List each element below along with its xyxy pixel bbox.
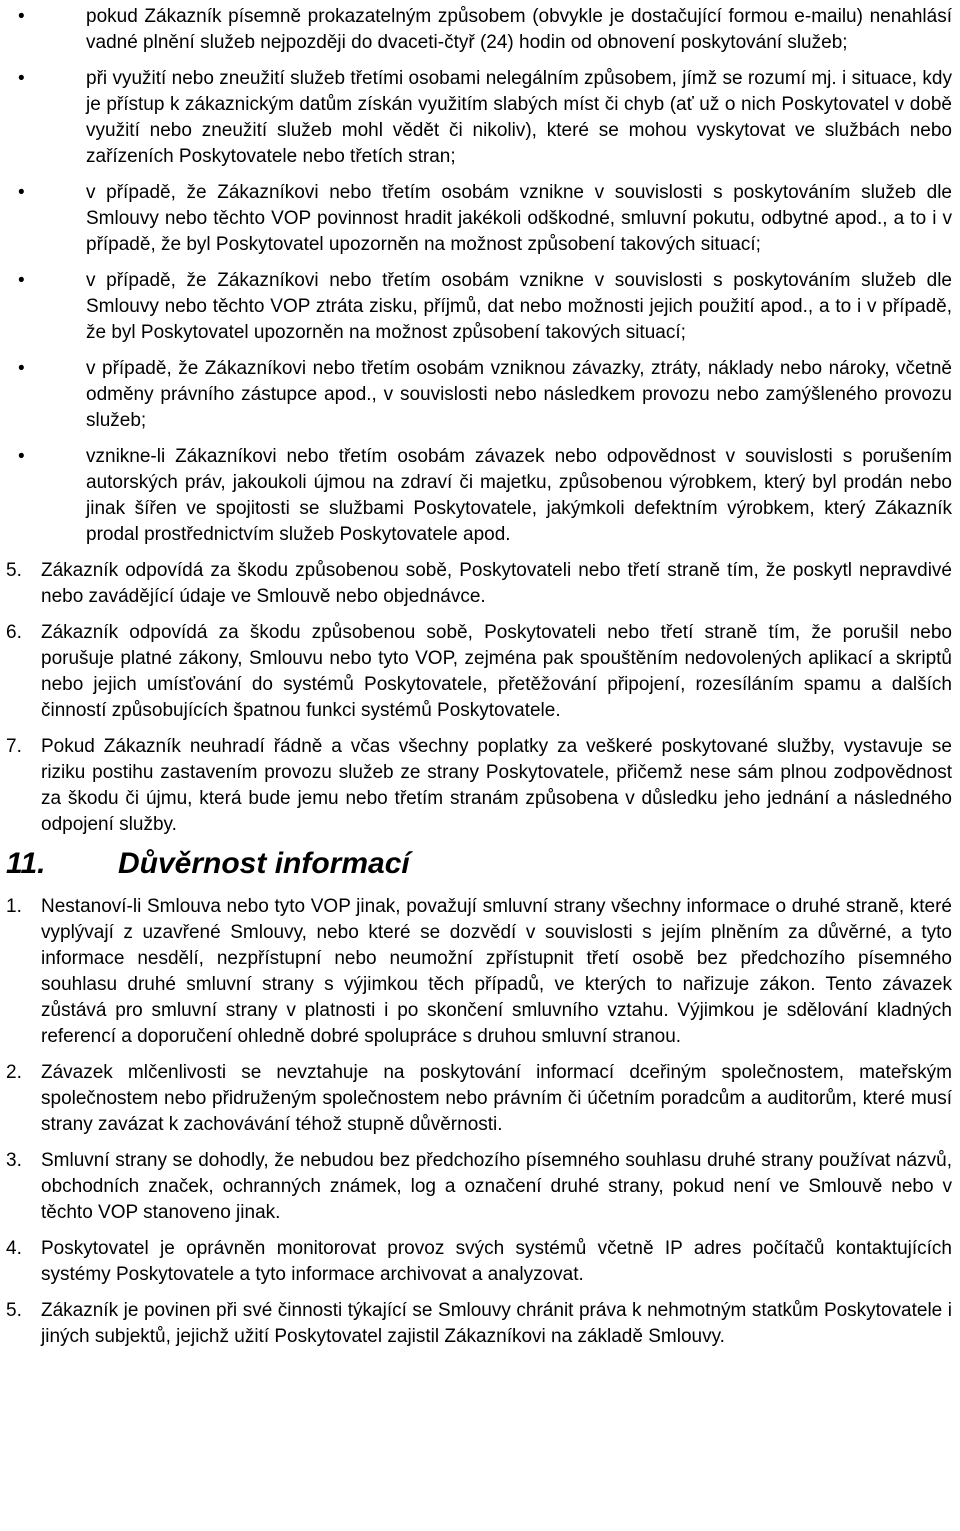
numbered-item — [0, 620, 960, 724]
item-text: Nestanoví-li Smlouva nebo tyto VOP jinak, považují smluvní strany všechny informace o druhé straně, které vyplývají z uzavřené Smlouvy, nebo které se dozvědí v souvislosti s jejím plněním za důvěrné, a tyto informace nesdělí, nezpřístupní nebo neumožní zpřístupnit třetí osobě bez předchozího písemného souhlasu druhé smluvní strany s výjimkou těch případů, ve kterých to nařizuje zákon. Tento závazek zůstává pro smluvní strany v platnosti i po skončení smluvního vztahu. Výjimkou je sdělování kladných referencí a doporučení ohledně dobré spolupráce s druhou smluvní stranou. — [41, 896, 952, 1047]
numbered-item — [0, 558, 960, 610]
numbered-item — [0, 734, 960, 838]
item-number: 1. — [6, 896, 22, 917]
bullet-text: v případě, že Zákazníkovi nebo třetím osobám vzniknou závazky, ztráty, náklady nebo nároky, včetně odměny právního zástupce apod., v souvislosti nebo následkem provozu nebo zamýšleného provozu služeb; — [86, 358, 952, 431]
item-number: 2. — [6, 1062, 22, 1083]
numbered-list-liability — [0, 558, 960, 838]
item-text: Zákazník je povinen při své činnosti týkající se Smlouvy chránit práva k nehmotným statkům Poskytovatele i jiných subjektů, jejichž užití Poskytovatel zajistil Zákazníkovi na základě Smlouvy. — [41, 1300, 952, 1347]
item-text: Zákazník odpovídá za škodu způsobenou sobě, Poskytovateli nebo třetí straně tím, že poskytl nepravdivé nebo zavádějící údaje ve Smlouvě nebo objednávce. — [41, 560, 952, 607]
bullet-marker: • — [18, 182, 25, 203]
numbered-item — [0, 1060, 960, 1138]
item-text: Zákazník odpovídá za škodu způsobenou sobě, Poskytovateli nebo třetí straně tím, že porušil nebo porušuje platné zákony, Smlouvu nebo tyto VOP, zejména pak spouštěním nedovolených aplikací a skriptů nebo jejich umísťování do systémů Poskytovatele, přetěžování připojení, rozesíláním spamu a dalších činností způsobujících špatnou funkci systémů Poskytovatele. — [41, 622, 952, 721]
bullet-item — [0, 66, 960, 170]
item-text: Závazek mlčenlivosti se nevztahuje na poskytování informací dceřiným společnostem, mateřským společnostem nebo přidruženým společnostem nebo právním či účetním poradcům a auditorům, které musí strany zavázat k zachovávání téhož stupně důvěrnosti. — [41, 1062, 952, 1135]
bullet-text: při využití nebo zneužití služeb třetími osobami nelegálním způsobem, jímž se rozumí mj. i situace, kdy je přístup k zákaznickým datům získán využitím slabých míst či chyb (ať už o nich Poskytovatel v době využití nebo zneužití služeb mohl vědět či nikoliv), které se mohou vyskytovat ve službách nebo zařízeních Poskytovatele nebo třetích stran; — [86, 68, 952, 167]
item-number: 3. — [6, 1150, 22, 1171]
item-text: Poskytovatel je oprávněn monitorovat provoz svých systémů včetně IP adres počítačů kontaktujících systémy Poskytovatele a tyto informace archivovat a analyzovat. — [41, 1238, 952, 1285]
bullet-item — [0, 180, 960, 258]
item-number: 7. — [6, 736, 22, 757]
item-text: Smluvní strany se dohodly, že nebudou bez předchozího písemného souhlasu druhé strany používat názvů, obchodních značek, ochranných známek, log a označení druhé strany, pokud není ve Smlouvě nebo v těchto VOP stanoveno jinak. — [41, 1150, 952, 1223]
bullet-item — [0, 356, 960, 434]
section-title: Důvěrnost informací — [118, 847, 410, 880]
item-text: Pokud Zákazník neuhradí řádně a včas všechny poplatky za veškeré poskytované služby, vystavuje se riziku postihu zastavením provozu služeb ze strany Poskytovatele, přičemž nese sám plnou zodpovědnost za škodu či újmu, která bude jemu nebo třetím stranám způsobena v důsledku jeho jednání a následného odpojení služby. — [41, 736, 952, 835]
numbered-item — [0, 1148, 960, 1226]
numbered-item — [0, 894, 960, 1050]
bullet-text: v případě, že Zákazníkovi nebo třetím osobám vznikne v souvislosti s poskytováním služeb dle Smlouvy nebo těchto VOP povinnost hradit jakékoli odškodné, smluvní pokutu, odbytné apod., a to i v případě, že byl Poskytovatel upozorněn na možnost způsobení takových situací; — [86, 182, 952, 255]
bullet-marker: • — [18, 6, 25, 27]
bullet-marker: • — [18, 446, 25, 467]
section-heading — [0, 844, 960, 884]
bullet-marker: • — [18, 270, 25, 291]
item-number: 5. — [6, 560, 22, 581]
bullet-item — [0, 268, 960, 346]
bullet-marker: • — [18, 358, 25, 379]
bullet-text: pokud Zákazník písemně prokazatelným způsobem (obvykle je dostačující formou e-mailu) nenahlásí vadné plnění služeb nejpozději do dvaceti-čtyř (24) hodin od obnovení poskytování služeb; — [86, 6, 952, 53]
item-number: 6. — [6, 622, 22, 643]
numbered-item — [0, 1298, 960, 1350]
item-number: 4. — [6, 1238, 22, 1259]
bullet-text: v případě, že Zákazníkovi nebo třetím osobám vznikne v souvislosti s poskytováním služeb dle Smlouvy nebo těchto VOP ztráta zisku, příjmů, dat nebo možnosti jejich použití apod., a to i v případě, že byl Poskytovatel upozorněn na možnost způsobení takových situací; — [86, 270, 952, 343]
section-number: 11. — [6, 847, 46, 880]
bullet-item — [0, 4, 960, 56]
bullet-list — [0, 4, 960, 548]
bullet-text: vznikne-li Zákazníkovi nebo třetím osobám závazek nebo odpovědnost v souvislosti s porušením autorských práv, jakoukoli újmou na zdraví či majetku, způsobenou výrobkem, který byl prodán nebo jinak šířen ve spojitosti se službami Poskytovatele, jakýmkoli defektním výrobkem, který Zákazník prodal prostřednictvím služeb Poskytovatele apod. — [86, 446, 952, 545]
numbered-list-confidentiality — [0, 894, 960, 1350]
bullet-marker: • — [18, 68, 25, 89]
bullet-item — [0, 444, 960, 548]
numbered-item — [0, 1236, 960, 1288]
item-number: 5. — [6, 1300, 22, 1321]
